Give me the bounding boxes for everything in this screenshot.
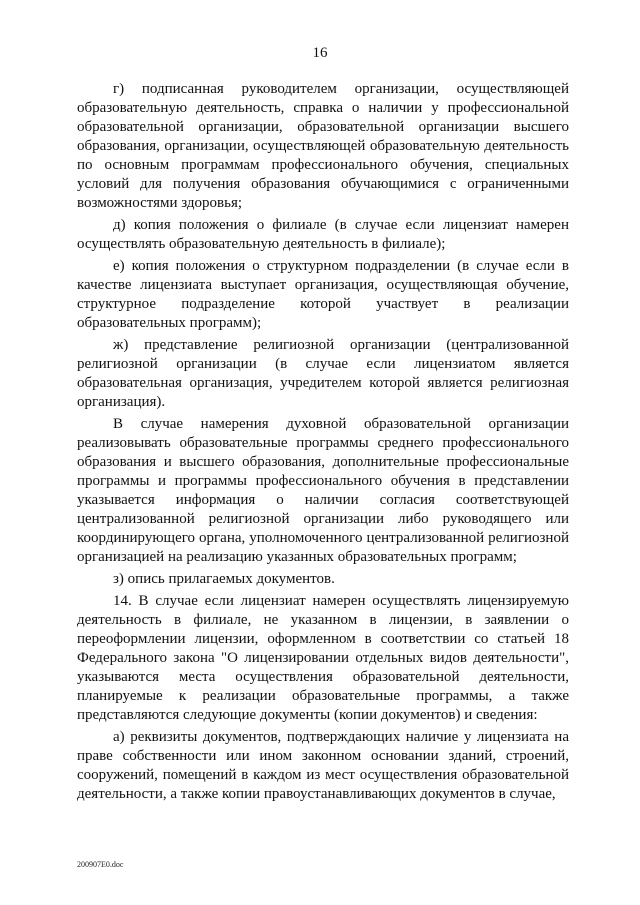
paragraph-item-e: е) копия положения о структурном подразделении (в случае если в качестве лицензиата выступает организация, осуществляющая обучение, структурное подразделение которой участвует в реализации образовательных программ); (77, 258, 569, 331)
document-body (77, 80, 569, 807)
paragraph-section-14: 14. В случае если лицензиат намерен осуществлять лицензируемую деятельность в филиале, не указанном в лицензии, в заявлении о переоформлении лицензии, оформленном в соответствии со статьей 18 Федерального закона "О лицензировании отдельных видов деятельности", указываются места осуществления образовательной деятельности, планируемые к реализации образовательные программы, а также представляются следующие документы (копии документов) и сведения: (77, 593, 569, 723)
paragraph-item-zh: ж) представление религиозной организации (централизованной религиозной организации (в случае если лицензиатом является образовательная организация, учредителем которой является религиозная организация). (77, 337, 569, 410)
paragraph-item-g: г) подписанная руководителем организации, осуществляющей образовательную деятельность, справка о наличии у профессиональной образовательной организации, образовательной организации высшего образования, организации, осуществляющей образовательную деятельность по основным программам профессионального обучения, специальных условий для получения образования обучающимися с ограниченными возможностями здоровья; (77, 81, 569, 211)
footer-filename: 200907E0.doc (77, 860, 124, 869)
paragraph-item-z: з) опись прилагаемых документов. (113, 571, 335, 587)
paragraph-item-a: а) реквизиты документов, подтверждающих наличие у лицензиата на праве собственности или ином законном основании зданий, строений, сооружений, помещений в каждом из мест осуществления образовательной деятельности, а также копии правоустанавливающих документов в случае, (77, 729, 569, 802)
paragraph-spiritual-organization: В случае намерения духовной образовательной организации реализовывать образовательные программы среднего профессионального образования и высшего образования, дополнительные профессиональные программы и программы профессионального обучения в представлении указывается информация о наличии согласия соответствующей централизованной религиозной организации либо руководящего или координирующего органа, уполномоченного централизованной религиозной организацией на реализацию указанных образовательных программ; (77, 416, 569, 565)
page-number: 16 (312, 45, 328, 61)
paragraph-item-d: д) копия положения о филиале (в случае если лицензиат намерен осуществлять образовательную деятельность в филиале); (77, 217, 569, 252)
